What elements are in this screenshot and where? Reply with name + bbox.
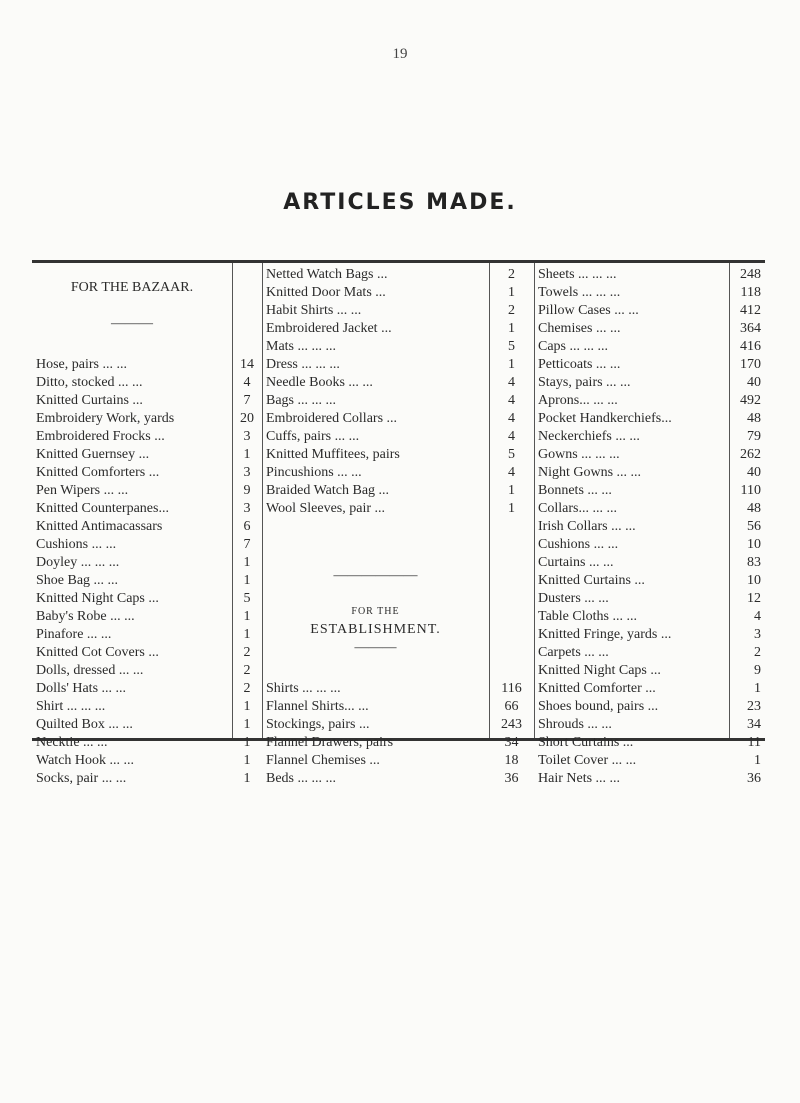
item-name: Dress ... ... ... xyxy=(266,357,340,372)
item-name: Wool Sleeves, pair ... xyxy=(266,501,386,516)
item-quantity: 1 xyxy=(243,573,251,588)
item-quantity: 1 xyxy=(508,321,515,336)
item-quantity: 1 xyxy=(243,447,251,462)
item-name: Needle Books ... ... xyxy=(266,375,373,390)
item-name: Knitted Comforters ... xyxy=(36,465,160,480)
middle-item-column xyxy=(262,263,489,786)
column-divider xyxy=(489,263,490,738)
item-name: Pen Wipers ... ... xyxy=(36,483,129,498)
item-quantity: 56 xyxy=(747,519,761,534)
item-name: Caps ... ... ... xyxy=(538,339,608,354)
column-divider xyxy=(729,263,730,738)
item-name: Necktie ... ... xyxy=(36,735,108,750)
item-quantity: 4 xyxy=(508,393,515,408)
item-quantity: 5 xyxy=(508,447,515,462)
page-title: ARTICLES MADE. xyxy=(283,190,517,215)
item-quantity: 243 xyxy=(501,717,522,732)
item-name: Cushions ... ... xyxy=(538,537,619,552)
item-name: Ditto, stocked ... ... xyxy=(36,375,143,390)
item-quantity: 1 xyxy=(243,753,251,768)
item-quantity: 4 xyxy=(508,411,515,426)
item-quantity: 66 xyxy=(504,699,519,714)
item-quantity: 48 xyxy=(747,411,761,426)
item-name: Short Curtains ... xyxy=(538,735,634,750)
item-name: Braided Watch Bag ... xyxy=(266,483,390,498)
item-quantity: 3 xyxy=(243,501,251,516)
item-quantity: 79 xyxy=(747,429,761,444)
item-name: Towels ... ... ... xyxy=(538,285,621,300)
item-name: Neckerchiefs ... ... xyxy=(538,429,640,444)
item-quantity: 4 xyxy=(508,465,515,480)
item-name: Pinafore ... ... xyxy=(36,627,112,642)
item-name: Dolls' Hats ... ... xyxy=(36,681,127,696)
item-quantity: 40 xyxy=(747,375,761,390)
item-name: Shoes bound, pairs ... xyxy=(538,699,659,714)
item-name: Knitted Door Mats ... xyxy=(266,285,386,300)
item-name: Hose, pairs ... ... xyxy=(36,357,127,372)
item-name: Knitted Night Caps ... xyxy=(538,663,661,678)
item-name: Petticoats ... ... xyxy=(538,357,621,372)
item-name: Mats ... ... ... xyxy=(266,339,336,354)
right-qty-column xyxy=(729,263,765,786)
item-name: Baby's Robe ... ... xyxy=(36,609,135,624)
item-name: Chemises ... ... xyxy=(538,321,621,336)
item-name: Toilet Cover ... ... xyxy=(538,753,637,768)
item-quantity: 364 xyxy=(740,321,761,336)
item-name: Curtains ... ... xyxy=(538,555,614,570)
establishment-header: ESTABLISHMENT. xyxy=(310,622,441,637)
item-name: Pillow Cases ... ... xyxy=(538,303,639,318)
item-name: Dolls, dressed ... ... xyxy=(36,663,144,678)
item-name: Quilted Box ... ... xyxy=(36,717,133,732)
item-quantity: 412 xyxy=(740,303,761,318)
column-divider xyxy=(262,263,263,738)
item-name: Knitted Fringe, yards ... xyxy=(538,627,672,642)
item-quantity: 3 xyxy=(243,465,251,480)
item-quantity: 1 xyxy=(243,609,251,624)
item-name: Knitted Curtains ... xyxy=(36,393,143,408)
item-quantity: 11 xyxy=(747,735,761,750)
item-quantity: 1 xyxy=(243,627,251,642)
item-name: Dusters ... ... xyxy=(538,591,609,606)
item-name: Knitted Night Caps ... xyxy=(36,591,159,606)
item-quantity: 1 xyxy=(243,699,251,714)
item-name: Knitted Antimacassars xyxy=(36,519,163,534)
item-quantity: 2 xyxy=(508,267,515,282)
item-quantity: 48 xyxy=(747,501,761,516)
item-name: Pocket Handkerchiefs... xyxy=(538,411,672,426)
item-name: Knitted Comforter ... xyxy=(538,681,656,696)
item-name: Bonnets ... ... xyxy=(538,483,612,498)
item-quantity: 10 xyxy=(747,537,761,552)
item-name: Table Cloths ... ... xyxy=(538,609,637,624)
item-quantity: 83 xyxy=(747,555,761,570)
item-name: Bags ... ... ... xyxy=(266,393,336,408)
item-name: Stays, pairs ... ... xyxy=(538,375,631,390)
item-name: Flannel Chemises ... xyxy=(266,753,380,768)
item-quantity: 1 xyxy=(243,555,251,570)
item-name: Embroidered Collars ... xyxy=(266,411,398,426)
item-quantity: 40 xyxy=(747,465,761,480)
item-name: Knitted Muffitees, pairs xyxy=(266,447,400,462)
item-name: Knitted Curtains ... xyxy=(538,573,645,588)
item-name: Habit Shirts ... ... xyxy=(266,303,362,318)
item-quantity: 2 xyxy=(508,303,515,318)
item-quantity: 248 xyxy=(740,267,761,282)
item-name: Shoe Bag ... ... xyxy=(36,573,119,588)
item-quantity: 18 xyxy=(504,753,519,768)
item-name: Knitted Cot Covers ... xyxy=(36,645,159,660)
column-divider xyxy=(534,263,535,738)
middle-rule: —————— xyxy=(333,568,418,583)
item-quantity: 262 xyxy=(740,447,761,462)
item-quantity: 1 xyxy=(243,717,251,732)
item-name: Cushions ... ... xyxy=(36,537,117,552)
for-the-label: FOR THE xyxy=(351,606,400,617)
item-name: Embroidery Work, yards xyxy=(36,411,175,426)
item-name: Shrouds ... ... xyxy=(538,717,612,732)
item-quantity: 4 xyxy=(508,429,515,444)
item-quantity: 14 xyxy=(240,357,254,372)
articles-table xyxy=(32,260,765,786)
item-quantity: 2 xyxy=(243,681,251,696)
item-quantity: 170 xyxy=(740,357,761,372)
item-quantity: 7 xyxy=(243,537,251,552)
establishment-dash: ——— xyxy=(354,640,397,655)
middle-qty-column xyxy=(489,263,534,786)
item-quantity: 10 xyxy=(747,573,761,588)
item-name: Pincushions ... ... xyxy=(266,465,362,480)
item-quantity: 12 xyxy=(747,591,761,606)
item-name: Shirts ... ... ... xyxy=(266,681,341,696)
item-name: Irish Collars ... ... xyxy=(538,519,636,534)
column-divider xyxy=(232,263,233,738)
item-name: Aprons... ... ... xyxy=(538,393,618,408)
item-name: Flannel Shirts... ... xyxy=(266,699,369,714)
item-quantity: 7 xyxy=(243,393,251,408)
item-quantity: 1 xyxy=(508,285,515,300)
item-name: Beds ... ... ... xyxy=(266,771,336,786)
item-quantity: 9 xyxy=(754,663,761,678)
item-quantity: 5 xyxy=(508,339,515,354)
item-quantity: 20 xyxy=(240,411,254,426)
item-quantity: 36 xyxy=(747,771,761,786)
item-quantity: 4 xyxy=(754,609,761,624)
item-quantity: 110 xyxy=(740,483,761,498)
item-quantity: 1 xyxy=(754,681,761,696)
bazaar-qty-column xyxy=(232,263,262,786)
item-quantity: 34 xyxy=(747,717,761,732)
item-quantity: 2 xyxy=(754,645,761,660)
item-name: Netted Watch Bags ... xyxy=(266,267,388,282)
item-name: Flannel Drawers, pairs xyxy=(266,735,394,750)
item-name: Knitted Guernsey ... xyxy=(36,447,150,462)
item-name: Hair Nets ... ... xyxy=(538,771,621,786)
item-quantity: 1 xyxy=(243,771,251,786)
item-quantity: 34 xyxy=(504,735,519,750)
item-quantity: 1 xyxy=(508,483,515,498)
item-quantity: 1 xyxy=(508,357,515,372)
item-quantity: 3 xyxy=(243,429,251,444)
item-quantity: 3 xyxy=(754,627,761,642)
item-quantity: 1 xyxy=(508,501,515,516)
right-item-column xyxy=(534,263,729,786)
item-name: Sheets ... ... ... xyxy=(538,267,617,282)
item-name: Stockings, pairs ... xyxy=(266,717,370,732)
item-quantity: 1 xyxy=(754,753,761,768)
page-number: 19 xyxy=(392,46,408,62)
item-name: Embroidered Frocks ... xyxy=(36,429,165,444)
item-quantity: 118 xyxy=(740,285,761,300)
item-quantity: 23 xyxy=(747,699,761,714)
item-name: Cuffs, pairs ... ... xyxy=(266,429,360,444)
item-quantity: 4 xyxy=(508,375,515,390)
item-quantity: 6 xyxy=(243,519,251,534)
item-quantity: 116 xyxy=(501,681,522,696)
item-quantity: 2 xyxy=(243,645,251,660)
bazaar-section-header: FOR THE BAZAAR. xyxy=(70,280,194,295)
item-name: Gowns ... ... ... xyxy=(538,447,620,462)
item-quantity: 9 xyxy=(243,483,251,498)
item-name: Collars... ... ... xyxy=(538,501,617,516)
item-quantity: 5 xyxy=(243,591,251,606)
item-quantity: 36 xyxy=(504,771,519,786)
bazaar-dash: ——— xyxy=(111,316,153,331)
item-quantity: 416 xyxy=(740,339,761,354)
item-quantity: 492 xyxy=(740,393,761,408)
item-quantity: 4 xyxy=(243,375,251,390)
item-name: Shirt ... ... ... xyxy=(36,699,106,714)
item-name: Embroidered Jacket ... xyxy=(266,321,392,336)
item-name: Doyley ... ... ... xyxy=(36,555,120,570)
item-name: Night Gowns ... ... xyxy=(538,465,642,480)
item-quantity: 1 xyxy=(243,735,251,750)
item-name: Knitted Counterpanes... xyxy=(36,501,169,516)
item-quantity: 2 xyxy=(243,663,251,678)
item-name: Watch Hook ... ... xyxy=(36,753,135,768)
bazaar-item-column xyxy=(32,263,232,786)
item-name: Carpets ... ... xyxy=(538,645,609,660)
item-name: Socks, pair ... ... xyxy=(36,771,127,786)
